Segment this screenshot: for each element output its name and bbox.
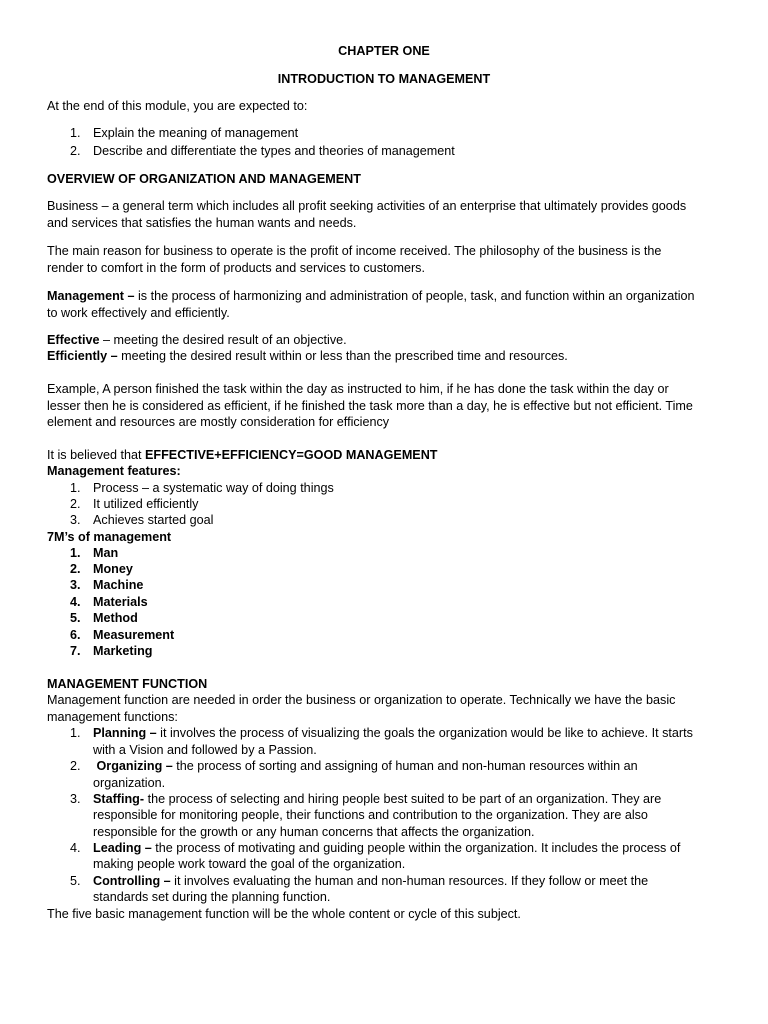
- list-item: Money: [93, 562, 133, 576]
- overview-heading: OVERVIEW OF ORGANIZATION AND MANAGEMENT: [47, 172, 361, 186]
- list-number: 4.: [70, 595, 81, 609]
- list-item: [93, 840, 680, 857]
- list-item: Process – a systematic way of doing things: [93, 481, 334, 495]
- example-paragraph-line: lesser then he is considered as efficient, if he finished the task more than a day, he is effective but not efficient. Time: [47, 399, 693, 413]
- management-definition-line2: to work effectively and efficiently.: [47, 306, 230, 320]
- list-number: 1.: [70, 481, 81, 495]
- management-definition: [47, 288, 695, 305]
- sevenm-heading: 7M’s of management: [47, 530, 172, 544]
- features-heading: Management features:: [47, 464, 181, 478]
- list-item-continuation: making people work toward the goal of the organization.: [93, 857, 406, 871]
- believed-statement: [47, 447, 438, 464]
- list-number: 2.: [70, 562, 81, 576]
- list-number: 1.: [70, 546, 81, 560]
- term: Effective: [47, 333, 100, 347]
- list-item: Describe and differentiate the types and theories of management: [93, 144, 455, 158]
- list-number: 2.: [70, 144, 81, 158]
- list-item: [93, 725, 693, 742]
- definition-text: – meeting the desired result of an objective.: [99, 333, 347, 347]
- term: Management –: [47, 289, 135, 303]
- definition-text: is the process of harmonizing and administration of people, task, and function within an organization: [134, 289, 695, 303]
- example-paragraph-line: element and resources are mostly consideration for efficiency: [47, 415, 390, 429]
- function-text: the process of sorting and assigning of human and non-human resources within an: [172, 759, 638, 773]
- list-number: 7.: [70, 644, 81, 658]
- chapter-label: CHAPTER ONE: [338, 44, 430, 58]
- reason-paragraph-line: The main reason for business to operate is the profit of income received. The philosophy of the business is the: [47, 244, 662, 258]
- list-number: 5.: [70, 611, 81, 625]
- formula: EFFECTIVE+EFFICIENCY=GOOD MANAGEMENT: [145, 448, 438, 462]
- list-item: Explain the meaning of management: [93, 126, 299, 140]
- function-heading: MANAGEMENT FUNCTION: [47, 677, 208, 691]
- list-item: [93, 758, 638, 775]
- list-number: 6.: [70, 628, 81, 642]
- term: Staffing-: [93, 792, 145, 806]
- intro-text: At the end of this module, you are expected to:: [47, 99, 308, 113]
- reason-paragraph-line: render to comfort in the form of products and services to customers.: [47, 261, 425, 275]
- list-number: 4.: [70, 841, 81, 855]
- term: Planning –: [93, 726, 157, 740]
- list-item: Measurement: [93, 628, 175, 642]
- chapter-title: INTRODUCTION TO MANAGEMENT: [277, 72, 491, 86]
- closing-statement: The five basic management function will be the whole content or cycle of this subject.: [47, 907, 521, 921]
- list-number: 1.: [70, 726, 81, 740]
- list-item: Machine: [93, 578, 144, 592]
- list-number: 5.: [70, 874, 81, 888]
- term: Efficiently –: [47, 349, 118, 363]
- function-paragraph-line: Management function are needed in order the business or organization to operate. Technically we have the basic: [47, 693, 676, 707]
- list-item-continuation: organization.: [93, 776, 166, 790]
- business-paragraph-line: and services that satisfies the human wants and needs.: [47, 216, 357, 230]
- statement-prefix: It is believed that: [47, 448, 146, 462]
- list-item-continuation: responsible for monitoring people, their functions and contribution to the organization. They are also: [93, 808, 648, 822]
- term: Organizing –: [93, 759, 173, 773]
- term: Controlling –: [93, 874, 171, 888]
- list-number: 3.: [70, 578, 81, 592]
- function-text: the process of selecting and hiring people best suited to be part of an organization. They are: [144, 792, 662, 806]
- list-item: Method: [93, 611, 138, 625]
- list-number: 3.: [70, 792, 81, 806]
- definition-text: meeting the desired result within or less than the prescribed time and resources.: [117, 349, 568, 363]
- example-paragraph-line: Example, A person finished the task within the day as instructed to him, if he has done the task within the day or: [47, 382, 669, 396]
- list-number: 2.: [70, 759, 81, 773]
- list-item-continuation: standards set during the planning function.: [93, 890, 331, 904]
- list-item-continuation: with a Vision and followed by a Passion.: [93, 743, 317, 757]
- function-text: the process of motivating and guiding people within the organization. It includes the process of: [151, 841, 681, 855]
- list-number: 2.: [70, 497, 81, 511]
- list-item: It utilized efficiently: [93, 497, 199, 511]
- list-item: [93, 873, 648, 890]
- list-item: Materials: [93, 595, 148, 609]
- efficiently-definition: [47, 348, 568, 365]
- list-number: 1.: [70, 126, 81, 140]
- list-item: Marketing: [93, 644, 153, 658]
- function-paragraph-line: management functions:: [47, 710, 178, 724]
- list-item: Man: [93, 546, 119, 560]
- list-number: 3.: [70, 513, 81, 527]
- function-text: it involves the process of visualizing the goals the organization would be like to achieve. It starts: [156, 726, 693, 740]
- term: Leading –: [93, 841, 152, 855]
- list-item: [93, 791, 661, 808]
- function-text: it involves evaluating the human and non-human resources. If they follow or meet the: [170, 874, 649, 888]
- list-item: Achieves started goal: [93, 513, 214, 527]
- list-item-continuation: responsible for the growth or any human concerns that affects the organization.: [93, 825, 535, 839]
- business-paragraph-line: Business – a general term which includes all profit seeking activities of an enterprise that ultimately provides goods: [47, 199, 687, 213]
- effective-definition: [47, 332, 347, 349]
